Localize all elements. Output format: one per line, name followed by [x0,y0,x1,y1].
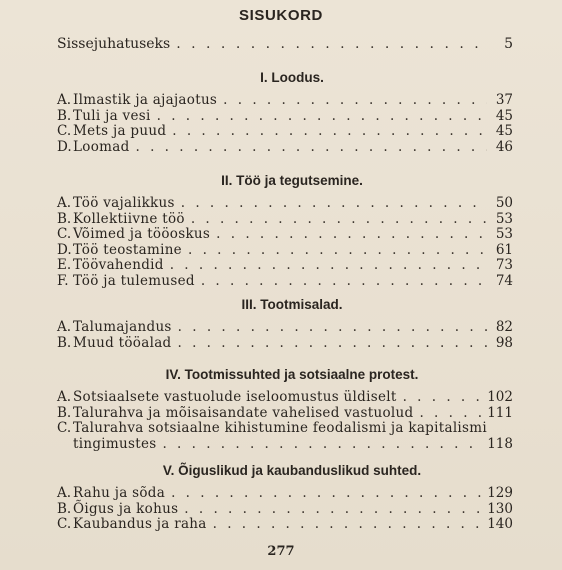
entry-letter: F. [57,272,69,289]
entry-text-continued: tingimustes [73,435,157,452]
toc-entry [57,196,513,212]
dot-leader [176,36,487,52]
entry-page: 98 [495,334,513,351]
dot-leader [184,502,481,518]
entry-letter: D. [57,241,72,258]
entry-text: Ilmastik ja ajajaotus [73,92,218,108]
toc-entry [57,517,513,533]
entry-letter: A. [57,485,72,501]
toc-entry [57,502,513,518]
toc-entry [57,212,513,228]
entry-text: Töö ja tulemused [73,272,195,289]
entry-page: 82 [495,319,513,335]
entry-page: 37 [495,92,513,108]
entry-text: Kollektiivne töö [73,210,185,227]
entry-letter: A. [57,195,72,211]
dot-leader [170,258,487,274]
toc-entry [57,406,513,422]
toc-entry [57,227,513,243]
entry-text: Võimed ja tööoskus [73,226,211,243]
toc-entry [57,421,513,452]
entry-page: 45 [495,123,513,140]
entry-text: Loomad [73,138,130,155]
dot-leader [177,336,487,352]
toc-entry [57,109,513,125]
dot-leader [172,124,487,140]
entry-page: 73 [495,257,513,274]
toc-entry [57,320,513,336]
toc-section-2 [57,173,513,290]
entry-letter: B. [57,500,72,517]
entry-letter: C. [57,420,72,437]
entry-text: Rahu ja sõda [73,485,166,501]
toc-entry [57,336,513,352]
entry-page: 46 [495,138,513,155]
entry-letter: D. [57,138,72,155]
toc-entry [57,486,513,502]
section-title: II. Töö ja tegutsemine. [221,173,363,188]
entry-letter: C. [57,226,72,243]
entry-text: Talurahva sotsiaalne kihistumine feodalismi ja kapitalismi [73,420,487,437]
entry-letter: C. [57,123,72,140]
dot-leader [419,406,481,422]
toc-entry [57,243,513,259]
entry-text: Töövahendid [73,257,164,274]
section-title: V. Õiguslikud ja kaubanduslikud suhted. [162,463,422,478]
entry-page: 102 [487,389,513,405]
page-title: SISUKORD [239,7,323,24]
entry-page: 118 [487,435,513,452]
dot-leader [191,212,487,228]
entry-page: 53 [495,226,513,243]
entry-text: Kaubandus ja raha [73,516,207,533]
toc-entry [57,124,513,140]
entry-letter: A. [57,389,72,405]
entry-letter: B. [57,404,72,421]
entry-letter: B. [57,334,72,351]
entry-text: Tuli ja vesi [73,107,151,124]
entry-page: 111 [487,404,513,421]
entry-text: Töö vajalikkus [73,195,175,211]
entry-letter: A. [57,319,72,335]
entry-page: 61 [495,241,513,258]
dot-leader [157,109,487,125]
dot-leader [213,517,482,533]
entry-page: 45 [495,107,513,124]
dot-leader [216,227,487,243]
entry-page: 50 [495,195,513,211]
entry-letter: C. [57,516,72,533]
toc-entry [57,93,513,109]
entry-page: 5 [504,36,513,52]
dot-leader [136,140,487,156]
entry-label: Sissejuhatuseks [57,36,171,52]
toc-entry [57,274,513,290]
entry-page: 130 [487,500,513,517]
entry-text: Töö teostamine [73,241,182,258]
section-title: III. Tootmisalad. [241,297,343,312]
entry-letter: A. [57,92,72,108]
entry-page: 53 [495,210,513,227]
page-number: 277 [267,544,295,559]
dot-leader [201,274,487,290]
entry-text: Sotsiaalsete vastuolude iseloomustus üldiselt [73,389,397,405]
toc-entry [57,140,513,156]
dot-leader [178,320,487,336]
dot-leader [162,437,481,453]
entry-text: Õigus ja kohus [73,500,179,517]
dot-leader [181,196,487,212]
section-title: I. Loodus. [260,70,324,85]
entry-text: Talumajandus [73,319,172,335]
toc-section-5 [57,463,513,533]
entry-text: Muud tööalad [73,334,172,351]
dot-leader [223,93,487,109]
toc-entry-intro [57,36,513,52]
section-title: IV. Tootmissuhted ja sotsiaalne protest. [165,367,419,382]
entry-letter: B. [57,107,72,124]
toc-section-1 [57,70,513,155]
dot-leader [403,390,482,406]
entry-text: Mets ja puud [73,123,167,140]
toc-entry [57,390,513,406]
toc-section-3 [57,297,513,351]
toc-entry [57,258,513,274]
dot-leader [188,243,487,259]
entry-letter: B. [57,210,72,227]
entry-text: Talurahva ja mõisaisandate vahelised vastuolud [73,404,414,421]
entry-page: 140 [487,516,513,533]
entry-page: 129 [487,485,513,501]
dot-leader [171,486,481,502]
entry-page: 74 [495,272,513,289]
toc-section-4 [57,367,513,452]
entry-letter: E. [57,257,72,274]
